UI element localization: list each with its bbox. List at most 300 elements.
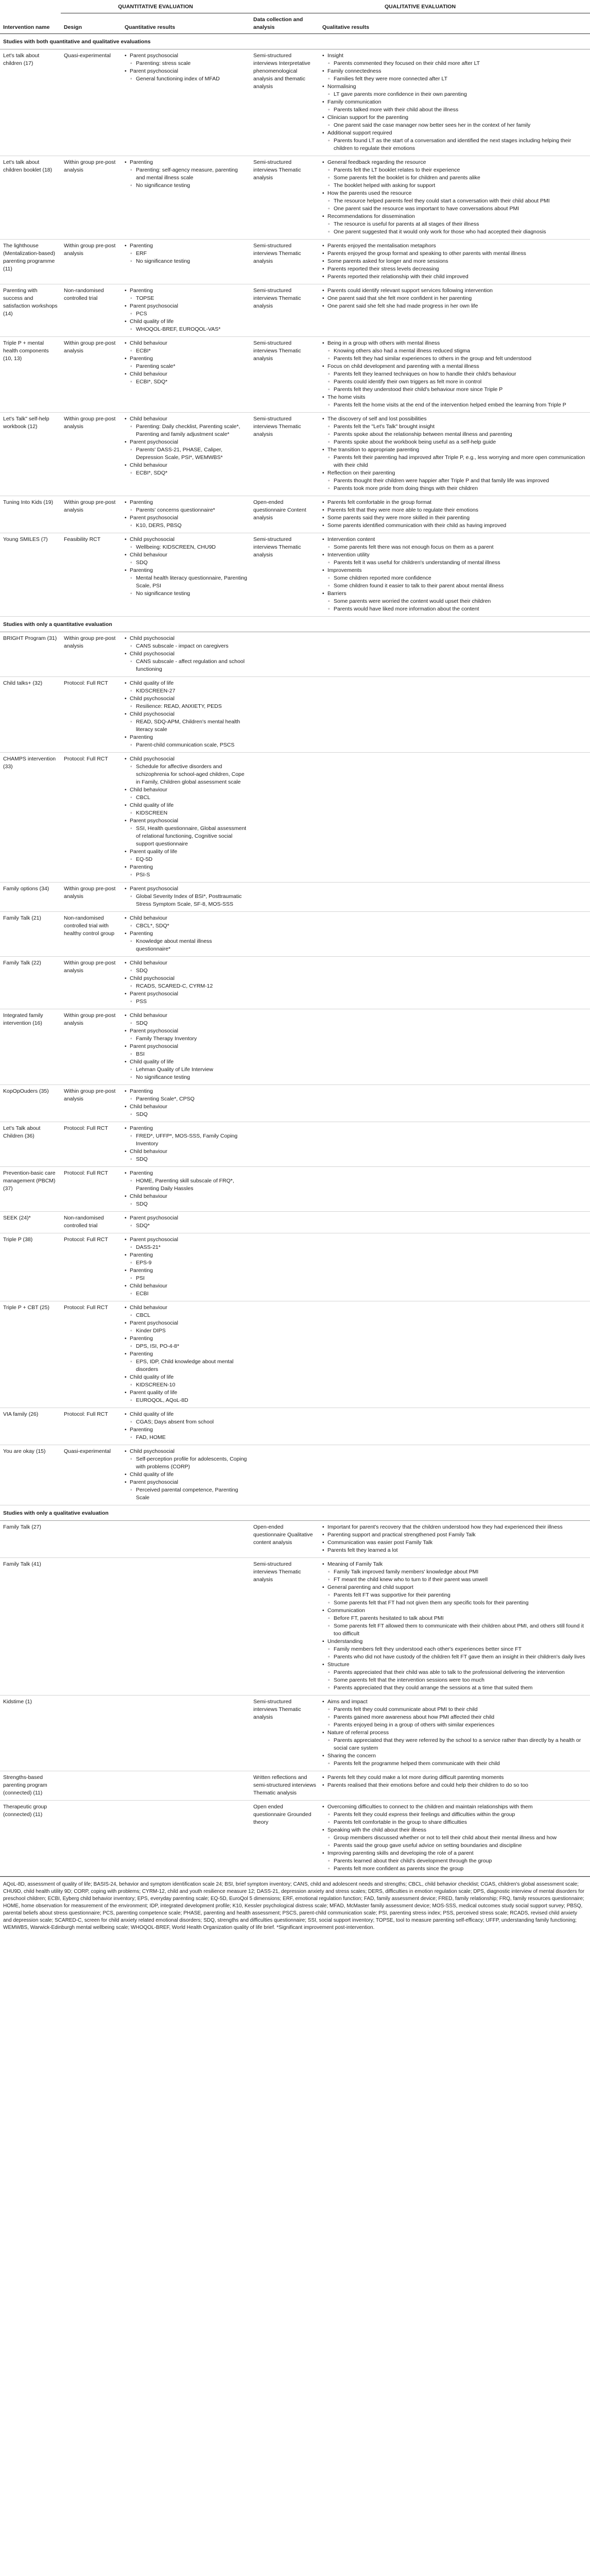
bullet-item: • Child quality of life: [125, 318, 247, 326]
sub-bullet-item: ◦ Some parents were worried the content would upset their children: [322, 598, 587, 605]
bullet-list: [322, 340, 587, 409]
bullet-list: [125, 1088, 247, 1118]
bullet-item: • Child psychosocial: [125, 695, 247, 703]
sub-bullet-item: ◦ CBCL*, SDQ*: [125, 922, 247, 930]
bullet-item: • Parent psychosocial: [125, 52, 247, 60]
bullet-list: [322, 1774, 587, 1789]
sub-bullet-item: ◦ KIDSCREEN-27: [125, 687, 247, 695]
table-row: [0, 677, 590, 753]
data-collection-cell: Semi-structured interviews Thematic analysis: [250, 240, 319, 284]
bullet-item: • Child quality of life: [125, 802, 247, 809]
bullet-item: • Child behaviour: [125, 914, 247, 922]
bullet-item: • Child behaviour: [125, 1148, 247, 1156]
bullet-item: • Child behaviour: [125, 959, 247, 967]
bullet-list: [322, 499, 587, 530]
sub-bullet-item: ◦ CANS subscale - affect regulation and school functioning: [125, 658, 247, 673]
quantitative-results-cell: [122, 1558, 250, 1696]
sub-bullet-item: ◦ RCADS, SCARED-C, CYRM-12: [125, 982, 247, 990]
bullet-item: • Structure: [322, 1661, 587, 1669]
bullet-list: [125, 1448, 247, 1502]
bullet-item: • Parents felt they could make a lot more during difficult parenting moments: [322, 1774, 587, 1782]
bullet-item: • Child behaviour: [125, 1103, 247, 1111]
bullet-item: • Intervention content: [322, 536, 587, 544]
bullet-item: • Parenting: [125, 1335, 247, 1343]
table-row: [0, 496, 590, 533]
qualitative-results-cell: [319, 49, 590, 156]
sub-bullet-item: ◦ FT meant the child knew who to turn to if their parent was unwell: [322, 1576, 587, 1584]
qualitative-results-cell: [319, 1558, 590, 1696]
sub-bullet-item: ◦ Parents felt the home visits at the end of the intervention helped embed the learning from Triple P: [322, 401, 587, 409]
design-cell: Non-randomised controlled trial: [61, 284, 122, 337]
design-cell: Protocol: Full RCT: [61, 1301, 122, 1408]
qualitative-results-cell: [319, 1085, 590, 1122]
intervention-name-cell: You are okay (15): [0, 1445, 61, 1505]
bullet-item: • Parents reported their relationship with their child improved: [322, 273, 587, 281]
bullet-item: • How the parents used the resource: [322, 190, 587, 197]
quantitative-group-header: QUANTITATIVE EVALUATION: [61, 0, 250, 13]
intervention-column-header: Intervention name: [0, 13, 61, 34]
qualitative-results-cell: [319, 1301, 590, 1408]
sub-bullet-item: ◦ EUROQOL, AQoL-8D: [125, 1397, 247, 1404]
table-row: [0, 49, 590, 156]
sub-bullet-item: ◦ Parents said the group gave useful advice on setting boundaries and discipline: [322, 1842, 587, 1850]
qualitative-results-cell: [319, 957, 590, 1009]
data-collection-cell: Semi-structured interviews Thematic analysis: [250, 284, 319, 337]
data-collection-cell: Semi-structured interviews Thematic analysis: [250, 413, 319, 496]
quantitative-results-cell: [122, 1122, 250, 1167]
bullet-list: [125, 52, 247, 83]
table-row: [0, 1696, 590, 1771]
qualitative-results-cell: [319, 912, 590, 957]
bullet-item: • Parents enjoyed the group format and speaking to other parents with mental illness: [322, 250, 587, 258]
sub-bullet-item: ◦ Parents felt they learned techniques on how to handle their child's behaviour: [322, 370, 587, 378]
sub-bullet-item: ◦ Parent-child communication scale, PSCS: [125, 741, 247, 749]
bullet-item: • Meaning of Family Talk: [322, 1561, 587, 1568]
sub-bullet-item: ◦ Parents felt they could communicate about PMI to their child: [322, 1706, 587, 1714]
bullet-item: • Clinician support for the parenting: [322, 114, 587, 122]
bullet-item: • Parent psychosocial: [125, 1027, 247, 1035]
design-cell: Feasibility RCT: [61, 533, 122, 617]
sub-bullet-item: ◦ No significance testing: [125, 1074, 247, 1081]
qualitative-results-cell: [319, 1771, 590, 1801]
sub-bullet-item: ◦ Parents felt it was useful for children's understanding of mental illness: [322, 559, 587, 567]
table-row: [0, 1009, 590, 1085]
quantitative-results-cell: [122, 632, 250, 677]
data-collection-cell: [250, 1212, 319, 1233]
intervention-name-cell: CHAMPS intervention (33): [0, 753, 61, 883]
sub-bullet-item: ◦ TOPSE: [125, 295, 247, 302]
table-row: [0, 1167, 590, 1212]
bullet-item: • Normalising: [322, 83, 587, 91]
design-cell: Within group pre-post analysis: [61, 1085, 122, 1122]
sub-bullet-item: ◦ The booklet helped with asking for support: [322, 182, 587, 190]
data-collection-cell: [250, 957, 319, 1009]
design-cell: Protocol: Full RCT: [61, 753, 122, 883]
bullet-item: • Parenting: [125, 930, 247, 938]
bullet-list: [322, 52, 587, 152]
sub-bullet-item: ◦ The resource helped parents feel they could start a conversation with their child about PMI: [322, 197, 587, 205]
bullet-item: • Child behaviour: [125, 1193, 247, 1200]
intervention-name-cell: Strengths-based parenting program (connected) (11): [0, 1771, 61, 1801]
sub-bullet-item: ◦ Some children found it easier to talk to their parent about mental illness: [322, 582, 587, 590]
design-cell: Within group pre-post analysis: [61, 883, 122, 912]
bullet-item: • Parent quality of life: [125, 1389, 247, 1397]
design-cell: Within group pre-post analysis: [61, 337, 122, 413]
sub-bullet-item: ◦ ECBI: [125, 1290, 247, 1298]
sub-bullet-item: ◦ Parents felt they had similar experiences to others in the group and felt understood: [322, 355, 587, 363]
qualitative-results-cell: [319, 284, 590, 337]
sub-bullet-item: ◦ Parents felt they could express their feelings and difficulties within the group: [322, 1811, 587, 1819]
data-collection-cell: [250, 1233, 319, 1301]
qualitative-results-cell: [319, 1801, 590, 1876]
bullet-item: • Child behaviour: [125, 415, 247, 423]
section-row: [0, 617, 590, 632]
sub-bullet-item: ◦ Parents who did not have custody of the children felt FT gave them an insight in their children's daily lives: [322, 1653, 587, 1661]
bullet-item: • Understanding: [322, 1638, 587, 1646]
sub-bullet-item: ◦ General functioning index of MFAD: [125, 75, 247, 83]
intervention-name-cell: Family Talk (41): [0, 1558, 61, 1696]
sub-bullet-item: ◦ READ, SDQ-APM, Children's mental health literacy scale: [125, 718, 247, 734]
intervention-name-cell: Kidstime (1): [0, 1696, 61, 1771]
bullet-item: • Some parents identified communication with their child as having improved: [322, 522, 587, 530]
sub-bullet-item: ◦ PSS: [125, 998, 247, 1006]
design-cell: Non-randomised controlled trial with healthy control group: [61, 912, 122, 957]
bullet-list: [125, 242, 247, 265]
bullet-item: • The discovery of self and lost possibilities: [322, 415, 587, 423]
design-cell: Within group pre-post analysis: [61, 632, 122, 677]
bullet-item: • Being in a group with others with mental illness: [322, 340, 587, 347]
sub-bullet-item: ◦ Parents could identify their own triggers as felt more in control: [322, 378, 587, 386]
intervention-name-cell: Family Talk (21): [0, 912, 61, 957]
table-row: [0, 1085, 590, 1122]
sub-bullet-item: ◦ Parents felt the "Let's Talk" brought insight: [322, 423, 587, 431]
sub-bullet-item: ◦ One parent said the case manager now better sees her in the context of her family: [322, 122, 587, 129]
sub-bullet-item: ◦ CBCL: [125, 1312, 247, 1319]
data-collection-cell: [250, 1445, 319, 1505]
sub-bullet-item: ◦ Lehman Quality of Life Interview: [125, 1066, 247, 1074]
quantitative-results-cell: [122, 883, 250, 912]
bullet-item: • Parent psychosocial: [125, 885, 247, 893]
bullet-item: • Parents felt that they were more able to regulate their emotions: [322, 506, 587, 514]
bullet-item: • Parent quality of life: [125, 848, 247, 856]
sub-bullet-item: ◦ Parents appreciated that they were referred by the school to a service rather than directly by a health or social care system: [322, 1737, 587, 1752]
sub-bullet-item: ◦ Parents spoke about the workbook being useful as a self-help guide: [322, 438, 587, 446]
bullet-item: • Parenting: [125, 355, 247, 363]
bullet-item: • Parents realised that their emotions before and could help their children to do so too: [322, 1782, 587, 1789]
qualitative-results-cell: [319, 1212, 590, 1233]
table-row: [0, 1233, 590, 1301]
quantitative-results-cell: [122, 1771, 250, 1801]
quantitative-results-cell: [122, 677, 250, 753]
sub-bullet-item: ◦ K10, DERS, PBSQ: [125, 522, 247, 530]
quantitative-results-cell: [122, 533, 250, 617]
qualitative-results-cell: [319, 156, 590, 240]
bullet-list: [125, 1214, 247, 1230]
sub-bullet-item: ◦ PSI: [125, 1275, 247, 1282]
design-cell: Protocol: Full RCT: [61, 1408, 122, 1445]
intervention-name-cell: BRIGHT Program (31): [0, 632, 61, 677]
bullet-item: • Child psychosocial: [125, 635, 247, 642]
data-collection-cell: [250, 912, 319, 957]
data-collection-cell: Written reflections and semi-structured interviews Thematic analysis: [250, 1771, 319, 1801]
data-collection-cell: Open-ended questionnaire Qualitative content analysis: [250, 1521, 319, 1558]
sub-bullet-item: ◦ Wellbeing: KIDSCREEN, CHU9D: [125, 544, 247, 551]
sub-bullet-item: ◦ Family Therapy Inventory: [125, 1035, 247, 1043]
design-cell: Within group pre-post analysis: [61, 957, 122, 1009]
quantitative-results-column-header: Quantitative results: [122, 13, 250, 34]
bullet-item: • Child quality of life: [125, 1058, 247, 1066]
sub-bullet-item: ◦ ERF: [125, 250, 247, 258]
sub-bullet-item: ◦ One parent said the resource was important to have conversations about PMI: [322, 205, 587, 213]
sub-bullet-item: ◦ PCS: [125, 310, 247, 318]
design-cell: Protocol: Full RCT: [61, 1233, 122, 1301]
quantitative-results-cell: [122, 240, 250, 284]
quantitative-results-cell: [122, 1408, 250, 1445]
bullet-list: [125, 914, 247, 953]
qualitative-results-cell: [319, 753, 590, 883]
sub-bullet-item: ◦ SDQ: [125, 1156, 247, 1163]
bullet-list: [125, 499, 247, 530]
table-row: [0, 284, 590, 337]
bullet-list: [125, 680, 247, 749]
bullet-item: • Parent psychosocial: [125, 990, 247, 998]
intervention-name-cell: Let's talk about children booklet (18): [0, 156, 61, 240]
intervention-name-cell: Child talks+ (32): [0, 677, 61, 753]
sub-bullet-item: ◦ Parents appreciated that they could arrange the sessions at a time that suited them: [322, 1684, 587, 1692]
sub-bullet-item: ◦ Parents felt they understood their child's behaviour more since Triple P: [322, 386, 587, 394]
sub-bullet-item: ◦ SDQ: [125, 1111, 247, 1118]
sub-bullet-item: ◦ CBCL: [125, 794, 247, 802]
sub-bullet-item: ◦ Mental health literacy questionnaire, Parenting Scale, PSI: [125, 574, 247, 590]
design-cell: Non-randomised controlled trial: [61, 1212, 122, 1233]
sub-bullet-item: ◦ Parents found LT as the start of a conversation and identified the next stages including helping their children to regulate their emotions: [322, 137, 587, 152]
sub-bullet-item: ◦ Parents took more pride from doing things with their children: [322, 485, 587, 493]
bullet-item: • One parent said that she felt more confident in her parenting: [322, 295, 587, 302]
bullet-item: • Parent psychosocial: [125, 1236, 247, 1244]
qualitative-results-cell: [319, 883, 590, 912]
bullet-item: • Parenting: [125, 242, 247, 250]
bullet-item: • Child behaviour: [125, 786, 247, 794]
table-row: [0, 753, 590, 883]
quantitative-results-cell: [122, 337, 250, 413]
bullet-item: • Parents enjoyed the mentalisation metaphors: [322, 242, 587, 250]
bullet-list: [125, 1411, 247, 1442]
table-row: [0, 632, 590, 677]
quantitative-results-cell: [122, 156, 250, 240]
table-row: [0, 957, 590, 1009]
design-cell: [61, 1771, 122, 1801]
sub-bullet-item: ◦ Parents felt comfortable in the group to share difficulties: [322, 1819, 587, 1826]
data-collection-cell: Semi-structured interviews Thematic analysis: [250, 156, 319, 240]
table-row: [0, 156, 590, 240]
sub-bullet-item: ◦ LT gave parents more confidence in their own parenting: [322, 91, 587, 98]
bullet-list: [322, 1561, 587, 1692]
bullet-item: • Parents reported their stress levels decreasing: [322, 265, 587, 273]
sub-bullet-item: ◦ Some parents felt that the intervention sessions were too much: [322, 1676, 587, 1684]
bullet-item: • One parent said she felt she had made progress in her own life: [322, 302, 587, 310]
section-row: [0, 1505, 590, 1521]
data-collection-column-header: Data collection and analysis: [250, 13, 319, 34]
sub-bullet-item: ◦ One parent suggested that it would only work for those who had accepted their diagnosis: [322, 228, 587, 236]
table-row: [0, 1558, 590, 1696]
intervention-name-cell: SEEK (24)*: [0, 1212, 61, 1233]
bullet-item: • Additional support required: [322, 129, 587, 137]
bullet-item: • Child behaviour: [125, 1012, 247, 1020]
sub-bullet-item: ◦ Parenting: Daily checklist, Parenting scale*, Parenting and family adjustment scale*: [125, 423, 247, 438]
table-row: [0, 1801, 590, 1876]
bullet-list: [322, 159, 587, 236]
bullet-list: [322, 536, 587, 613]
bullet-item: • Parenting: [125, 159, 247, 166]
intervention-name-cell: Triple P (38): [0, 1233, 61, 1301]
section-title: Studies with only a qualitative evaluation: [0, 1505, 590, 1521]
bullet-item: • Parent psychosocial: [125, 817, 247, 825]
sub-bullet-item: ◦ Families felt they were more connected after LT: [322, 75, 587, 83]
sub-bullet-item: ◦ Global Severity Index of BSI*, Posttraumatic Stress Symptom Scale, SF-8, MOS-SSS: [125, 893, 247, 908]
sub-bullet-item: ◦ Parents felt FT was supportive for their parenting: [322, 1591, 587, 1599]
sub-bullet-item: ◦ No significance testing: [125, 182, 247, 190]
sub-bullet-item: ◦ Parents' DASS-21, PHASE, Caliper, Depression Scale, PSI*, WEMWBS*: [125, 446, 247, 462]
bullet-item: • Some parents said they were more skilled in their parenting: [322, 514, 587, 522]
bullet-item: • Child psychosocial: [125, 710, 247, 718]
bullet-item: • The home visits: [322, 394, 587, 401]
sub-bullet-item: ◦ SSI, Health questionnaire, Global assessment of relational functioning, Cognitive social support questionnaire: [125, 825, 247, 848]
sub-bullet-item: ◦ Parents felt the LT booklet relates to their experience: [322, 166, 587, 174]
bullet-list: [125, 536, 247, 598]
qualitative-results-cell: [319, 337, 590, 413]
quantitative-results-cell: [122, 1233, 250, 1301]
qualitative-results-cell: [319, 632, 590, 677]
sub-bullet-item: ◦ Parents commented they focused on their child more after LT: [322, 60, 587, 67]
design-cell: Within group pre-post analysis: [61, 240, 122, 284]
data-collection-cell: [250, 883, 319, 912]
intervention-name-cell: Therapeutic group (connected) (11): [0, 1801, 61, 1876]
sub-bullet-item: ◦ Parents would have liked more information about the content: [322, 605, 587, 613]
sub-bullet-item: ◦ Parents' concerns questionnaire*: [125, 506, 247, 514]
bullet-item: • Parents felt comfortable in the group format: [322, 499, 587, 506]
data-collection-cell: [250, 1167, 319, 1212]
sub-bullet-item: ◦ Perceived parental competence, Parenting Scale: [125, 1486, 247, 1502]
bullet-item: • Parents felt they learned a lot: [322, 1547, 587, 1554]
bullet-item: • Child psychosocial: [125, 1448, 247, 1455]
sub-bullet-item: ◦ Schedule for affective disorders and schizophrenia for school-aged children, Cope in Family, Children global assessment scale: [125, 763, 247, 786]
quantitative-results-cell: [122, 1445, 250, 1505]
data-collection-cell: Semi-structured interviews Thematic analysis: [250, 337, 319, 413]
qualitative-results-cell: [319, 1122, 590, 1167]
bullet-item: • Child behaviour: [125, 462, 247, 469]
design-cell: [61, 1696, 122, 1771]
sub-bullet-item: ◦ KIDSCREEN: [125, 809, 247, 817]
sub-bullet-item: ◦ ECBI*, SDQ*: [125, 378, 247, 386]
intervention-name-cell: Family options (34): [0, 883, 61, 912]
intervention-name-cell: Triple P + CBT (25): [0, 1301, 61, 1408]
design-cell: Quasi-experimental: [61, 1445, 122, 1505]
qualitative-results-cell: [319, 1445, 590, 1505]
bullet-item: • Insight: [322, 52, 587, 60]
sub-bullet-item: ◦ Parents felt more confident as parents since the group: [322, 1865, 587, 1873]
bullet-list: [322, 415, 587, 493]
bullet-item: • Child psychosocial: [125, 975, 247, 982]
qualitative-results-cell: [319, 1521, 590, 1558]
intervention-name-cell: The lighthouse (Mentalization-based) parenting programme (11): [0, 240, 61, 284]
data-collection-cell: [250, 632, 319, 677]
table-row: [0, 1301, 590, 1408]
quantitative-results-cell: [122, 284, 250, 337]
design-cell: Within group pre-post analysis: [61, 496, 122, 533]
bullet-item: • Child quality of life: [125, 1374, 247, 1381]
sub-bullet-item: ◦ DASS-21*: [125, 1244, 247, 1251]
bullet-item: • Child quality of life: [125, 1471, 247, 1479]
table-row: [0, 1445, 590, 1505]
table-header: [0, 0, 590, 34]
table-row: [0, 533, 590, 617]
sub-bullet-item: ◦ Some parents felt there was not enough focus on them as a parent: [322, 544, 587, 551]
data-collection-cell: Semi-structured interviews Thematic analysis: [250, 1696, 319, 1771]
sub-bullet-item: ◦ KIDSCREEN-10: [125, 1381, 247, 1389]
bullet-item: • Child behaviour: [125, 1282, 247, 1290]
data-collection-cell: Semi-structured interviews Interpretative phenomenological analysis and thematic analysis: [250, 49, 319, 156]
qualitative-results-cell: [319, 240, 590, 284]
data-collection-cell: [250, 1122, 319, 1167]
design-cell: [61, 1801, 122, 1876]
bullet-item: • Parents could identify relevant support services following intervention: [322, 287, 587, 295]
sub-bullet-item: ◦ Some parents felt the booklet is for children and parents alike: [322, 174, 587, 182]
bullet-list: [322, 1523, 587, 1554]
table-body: [0, 34, 590, 1876]
quantitative-results-cell: [122, 1085, 250, 1122]
sub-bullet-item: ◦ SDQ: [125, 1200, 247, 1208]
data-collection-cell: Open-ended questionnaire Content analysis: [250, 496, 319, 533]
bullet-item: • Recommendations for dissemination: [322, 213, 587, 221]
intervention-name-cell: Let's talk about children (17): [0, 49, 61, 156]
bullet-item: • Sharing the concern: [322, 1752, 587, 1760]
table-row: [0, 413, 590, 496]
sub-bullet-item: ◦ Family Talk improved family members' knowledge about PMI: [322, 1568, 587, 1576]
bullet-item: • Parenting: [125, 567, 247, 574]
table-row: [0, 1408, 590, 1445]
sub-bullet-item: ◦ No significance testing: [125, 258, 247, 265]
bullet-item: • Overcoming difficulties to connect to the children and maintain relationships with them: [322, 1803, 587, 1811]
sub-bullet-item: ◦ SDQ: [125, 559, 247, 567]
bullet-item: • Parenting: [125, 499, 247, 506]
qualitative-results-cell: [319, 496, 590, 533]
sub-bullet-item: ◦ Parents felt their parenting had improved after Triple P, e.g., less worrying and more open communication with their child: [322, 454, 587, 469]
design-cell: Quasi-experimental: [61, 49, 122, 156]
quantitative-results-cell: [122, 496, 250, 533]
sub-bullet-item: ◦ EQ-5D: [125, 856, 247, 863]
bullet-item: • Barriers: [322, 590, 587, 598]
bullet-item: • Intervention utility: [322, 551, 587, 559]
bullet-item: • Parenting: [125, 734, 247, 741]
sub-bullet-item: ◦ CGAS; Days absent from school: [125, 1418, 247, 1426]
sub-bullet-item: ◦ No significance testing: [125, 590, 247, 598]
data-collection-cell: Semi-structured interviews Thematic analysis: [250, 1558, 319, 1696]
intervention-name-cell: Integrated family intervention (16): [0, 1009, 61, 1085]
intervention-name-cell: VIA family (26): [0, 1408, 61, 1445]
bullet-list: [322, 242, 587, 281]
bullet-item: • Parenting: [125, 1267, 247, 1275]
intervention-name-cell: Prevention-basic care management (PBCM) (37): [0, 1167, 61, 1212]
bullet-list: [125, 159, 247, 190]
qualitative-results-cell: [319, 1167, 590, 1212]
section-title: Studies with both quantitative and qualitative evaluations: [0, 34, 590, 49]
bullet-list: [322, 1803, 587, 1873]
design-cell: [61, 1521, 122, 1558]
bullet-item: • Child psychosocial: [125, 755, 247, 763]
bullet-item: • Parent psychosocial: [125, 1479, 247, 1486]
bullet-item: • Child psychosocial: [125, 650, 247, 658]
quantitative-results-cell: [122, 413, 250, 496]
